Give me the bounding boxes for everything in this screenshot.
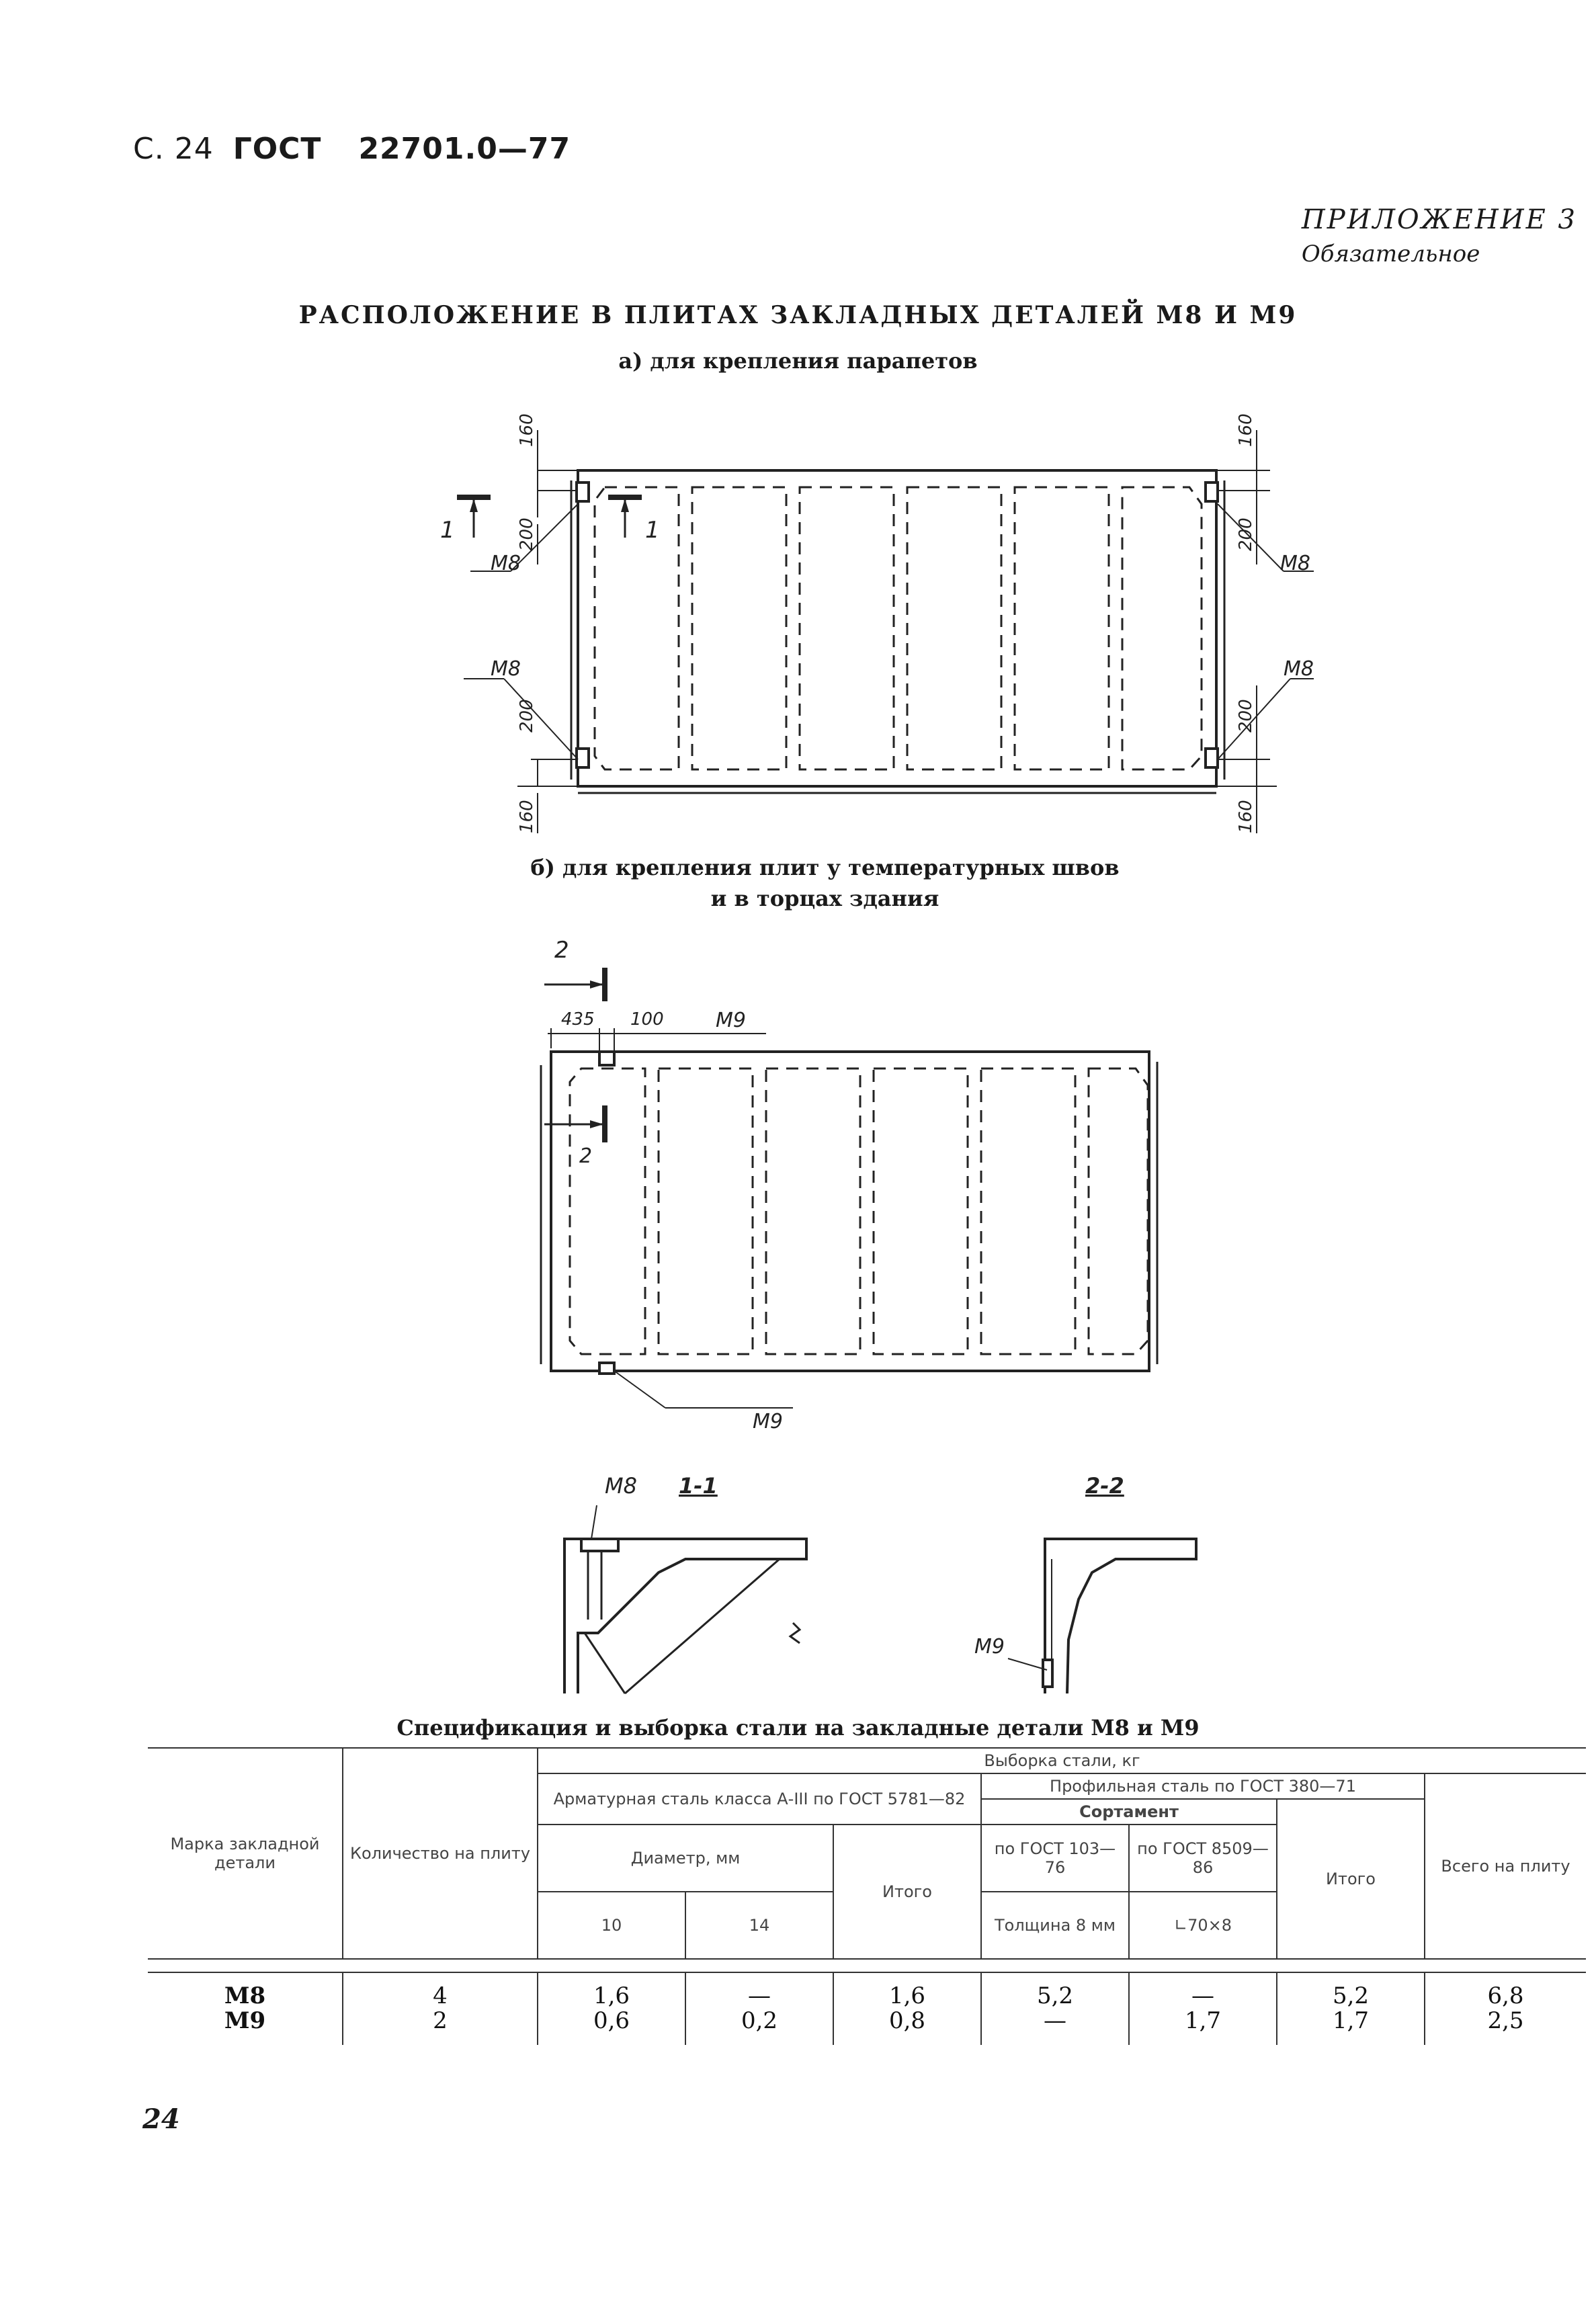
section-2-lower: 2 — [579, 1144, 593, 1168]
section-1-right: 1 — [645, 517, 660, 544]
section-b-title-line1: б) для крепления плит у температурных швов — [530, 855, 1120, 880]
plate-ribs-b — [570, 1068, 1148, 1354]
label-m9-top: М9 — [716, 1009, 746, 1032]
row-profile-total: 5,2 — [1332, 1982, 1370, 2009]
embed-m8-tr — [1206, 483, 1218, 501]
row-qty: 4 — [433, 1982, 448, 2009]
spec-table — [148, 1747, 1586, 2045]
steel-sample: Выборка стали, кг — [538, 1748, 1586, 1773]
label-m8-bl: М8 — [491, 657, 521, 681]
section-2-2 — [974, 1473, 1196, 1693]
row-d14: — — [748, 1982, 771, 2009]
embed-m8-bl — [577, 749, 589, 767]
dim-100: 100 — [630, 1009, 664, 1030]
appendix-title: ПРИЛОЖЕНИЕ 3 — [1301, 204, 1577, 235]
angle-header: ∟70×8 — [1129, 1892, 1277, 1959]
col-mark: Марка закладной детали — [148, 1748, 343, 1959]
drawing-a-plate-plan — [376, 403, 1317, 860]
appendix-subtitle: Обязательное — [1301, 241, 1480, 267]
embed-m9-top — [599, 1052, 614, 1065]
row-gost103: — — [1044, 2007, 1066, 2035]
dim-a-bl-160: 160 — [517, 800, 537, 833]
dim-a-tl-200: 200 — [517, 517, 537, 551]
dim-a-tr-160: 160 — [1236, 413, 1256, 447]
dim-a-tl-160: 160 — [517, 413, 537, 447]
dim-a-tr-200: 200 — [1236, 517, 1256, 551]
section-2-2-title: 2-2 — [1085, 1473, 1124, 1499]
dim-a-bl-200: 200 — [517, 699, 537, 732]
plate-outline — [578, 470, 1216, 786]
d10-header: 10 — [538, 1892, 685, 1959]
dim-435: 435 — [561, 1009, 595, 1030]
row-gost103: 5,2 — [1036, 1982, 1074, 2009]
section-1-1-title: 1-1 — [679, 1473, 718, 1499]
section-details — [524, 1465, 1230, 1707]
embed-m8-tl — [577, 483, 589, 501]
grand-total-header: Всего на плиту — [1425, 1773, 1586, 1959]
col-qty: Количество на плиту — [343, 1748, 538, 1959]
embed-m9-bottom — [599, 1363, 614, 1374]
section-2-top: 2 — [554, 937, 569, 964]
row-mark: М9 — [224, 2007, 266, 2035]
rebar-header: Арматурная сталь класса А-III по ГОСТ 5781—82 — [538, 1773, 981, 1825]
row-rebar-total: 0,8 — [888, 2007, 926, 2035]
embed-m8-br — [1206, 749, 1218, 767]
page-header — [133, 132, 571, 166]
dim-a-br-200: 200 — [1236, 699, 1256, 732]
row-d14: 0,2 — [741, 2007, 778, 2035]
thickness-header: Толщина 8 мм — [981, 1892, 1129, 1959]
label-m9-section: М9 — [974, 1635, 1005, 1659]
plate-ribs — [595, 487, 1202, 769]
page-ref: С. 24 — [133, 132, 214, 166]
appendix-note — [1302, 204, 1577, 267]
gost-label: ГОСТ — [233, 132, 322, 166]
page-title: РАСПОЛОЖЕНИЕ В ПЛИТАХ ЗАКЛАДНЫХ ДЕТАЛЕЙ М8 И М9 — [298, 301, 1298, 329]
row-rebar-total: 1,6 — [888, 1982, 926, 2009]
row-qty: 2 — [433, 2007, 448, 2035]
gost103-header: по ГОСТ 103—76 — [981, 1825, 1129, 1892]
row-mark: М8 — [224, 1982, 266, 2009]
profile-header: Профильная сталь по ГОСТ 380—71 — [981, 1773, 1425, 1799]
label-m8-br: М8 — [1284, 657, 1314, 681]
table-row — [148, 1972, 1586, 2045]
gost8509-header: по ГОСТ 8509—86 — [1129, 1825, 1277, 1892]
label-m8-section: М8 — [605, 1473, 637, 1499]
section-1-1 — [564, 1473, 806, 1693]
assortment-header: Сортамент — [981, 1799, 1277, 1825]
row-d10: 1,6 — [593, 1982, 630, 2009]
section-1-left: 1 — [440, 517, 455, 544]
row-gost8509: 1,7 — [1184, 2007, 1222, 2035]
rebar-total-header: Итого — [833, 1825, 981, 1959]
gost-number: 22701.0—77 — [358, 132, 571, 166]
page-number: 24 — [142, 2103, 180, 2135]
dim-a-br-160: 160 — [1236, 800, 1256, 833]
row-d10: 0,6 — [593, 2007, 630, 2035]
profile-total-header: Итого — [1277, 1799, 1425, 1959]
row-profile-total: 1,7 — [1332, 2007, 1370, 2035]
label-m9-bottom: М9 — [753, 1410, 783, 1431]
row-total: 6,8 — [1487, 1982, 1524, 2009]
row-gost8509: — — [1191, 1982, 1214, 2009]
drawing-b-plate-plan — [511, 934, 1210, 1431]
plate-outline-b — [551, 1052, 1149, 1371]
section-b-title-line2: и в торцах здания — [710, 886, 939, 911]
diameter-header: Диаметр, мм — [538, 1825, 833, 1892]
section-a-title: а) для крепления парапетов — [618, 348, 978, 374]
d14-header: 14 — [685, 1892, 833, 1959]
label-m8-tr: М8 — [1280, 552, 1310, 575]
row-total: 2,5 — [1487, 2007, 1524, 2035]
label-m8-tl: М8 — [491, 552, 521, 575]
table-caption: Спецификация и выборка стали на закладные детали М8 и М9 — [396, 1715, 1200, 1741]
